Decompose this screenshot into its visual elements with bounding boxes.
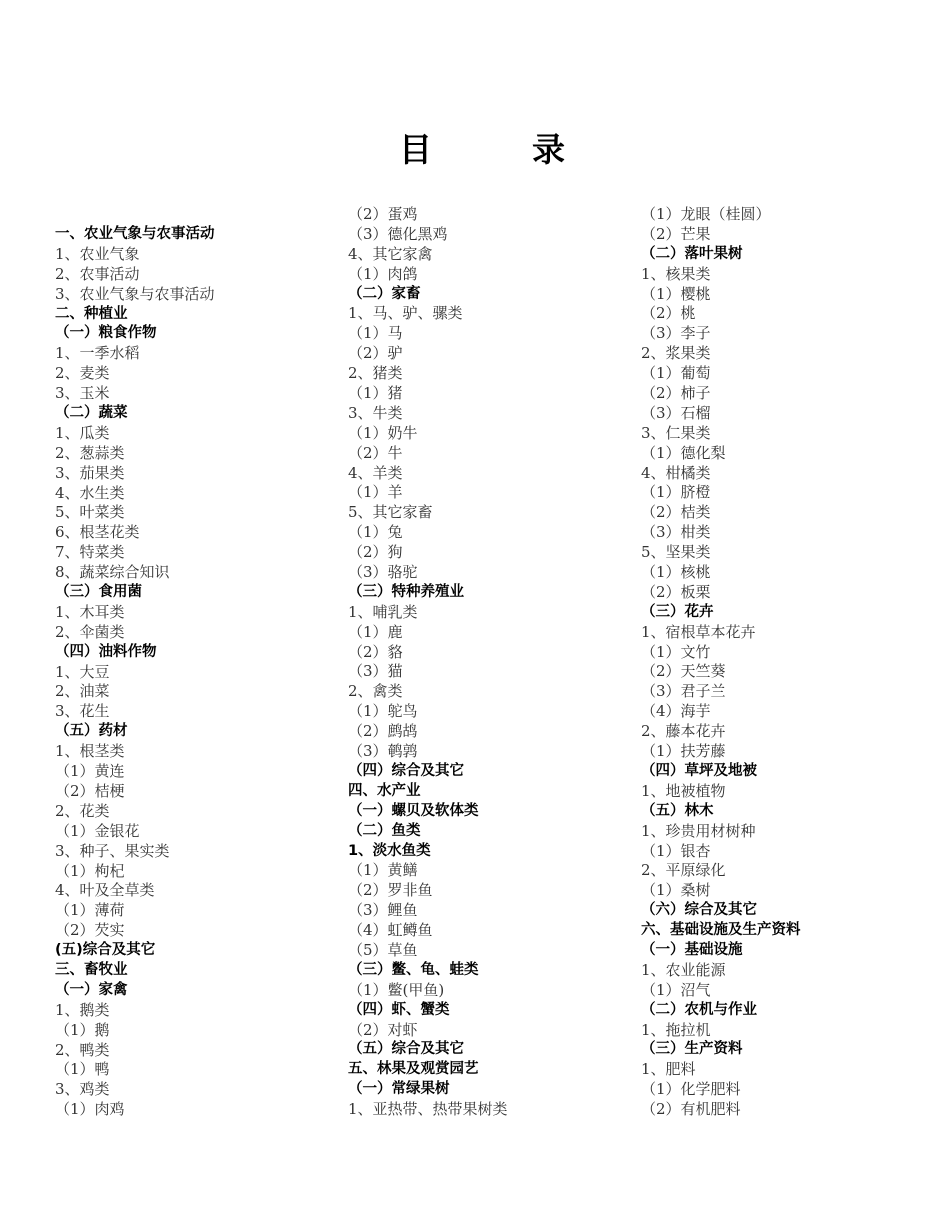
toc-entry[interactable]: （1）扶芳藤 (641, 742, 726, 761)
toc-entry[interactable]: （1）樱桃 (641, 284, 711, 303)
toc-entry[interactable]: （1）金银花 (55, 821, 140, 840)
toc-entry[interactable]: 2、禽类 (348, 682, 403, 701)
toc-entry[interactable]: （1）龙眼（桂圆） (641, 205, 771, 223)
toc-entry[interactable]: （2）蛋鸡 (348, 205, 418, 223)
toc-entry[interactable]: 4、水生类 (55, 483, 125, 502)
page-title (0, 128, 950, 172)
toc-entry[interactable]: 3、鸡类 (55, 1080, 110, 1099)
toc-heading[interactable]: 一、农业气象与农事活动 (55, 226, 215, 242)
toc-entry[interactable]: （2）天竺葵 (641, 662, 726, 681)
toc-entry[interactable]: 1、珍贵用材树种 (641, 821, 756, 840)
toc-entry[interactable]: （1）薄荷 (55, 901, 125, 920)
toc-entry[interactable]: （2）柿子 (641, 384, 711, 403)
toc-heading[interactable]: （三）食用菌 (55, 584, 142, 601)
toc-entry[interactable]: 7、特菜类 (55, 543, 125, 562)
toc-entry[interactable]: （1）沼气 (641, 980, 711, 999)
toc-entry[interactable]: 1、农业气象 (55, 244, 140, 263)
toc-entry[interactable]: 3、茄果类 (55, 463, 125, 482)
toc-entry[interactable]: （2）有机肥料 (641, 1100, 741, 1119)
toc-heading[interactable]: 1、淡水鱼类 (348, 842, 431, 859)
toc-entry[interactable]: （1）银杏 (641, 841, 711, 860)
toc-entry[interactable]: 1、鹅类 (55, 1000, 110, 1019)
toc-heading[interactable]: （四）油料作物 (55, 643, 157, 660)
toc-entry[interactable]: （1）兔 (348, 523, 403, 542)
toc-heading[interactable]: （一）基础设施 (641, 941, 743, 958)
toc-entry[interactable]: （2）芒果 (641, 224, 711, 243)
toc-heading[interactable]: （二）鱼类 (348, 822, 421, 839)
toc-entry[interactable]: 3、牛类 (348, 403, 403, 422)
toc-entry[interactable]: （1）猪 (348, 384, 403, 403)
toc-entry[interactable]: （1）化学肥料 (641, 1080, 741, 1099)
toc-entry[interactable]: （3）柑类 (641, 523, 711, 542)
toc-entry[interactable]: 2、藤本花卉 (641, 722, 726, 741)
title-char-right: 录 (532, 130, 565, 169)
toc-entry[interactable]: （1）肉鸡 (55, 1100, 125, 1119)
toc-entry[interactable]: （1）鸵鸟 (348, 702, 418, 721)
toc-entry[interactable]: 1、哺乳类 (348, 602, 418, 621)
toc-heading[interactable]: 五、林果及观赏园艺 (348, 1061, 479, 1078)
toc-heading[interactable]: （一）常绿果树 (348, 1081, 450, 1098)
toc-entry[interactable]: （1）鹅 (55, 1020, 110, 1039)
toc-entry[interactable]: 2、麦类 (55, 364, 110, 383)
toc-entry[interactable]: 2、油菜 (55, 682, 110, 701)
toc-entry[interactable]: （2）驴 (348, 344, 403, 363)
toc-column-1 (55, 225, 215, 1120)
toc-entry[interactable]: （2）板栗 (641, 582, 711, 601)
toc-entry[interactable]: 5、坚果类 (641, 543, 711, 562)
toc-entry[interactable]: （2）芡实 (55, 921, 125, 940)
toc-entry[interactable]: （2）罗非鱼 (348, 881, 433, 900)
toc-entry[interactable]: （2）鹧鸪 (348, 722, 418, 741)
toc-entry[interactable]: 1、一季水稻 (55, 344, 140, 363)
toc-entry[interactable]: 1、地被植物 (641, 781, 726, 800)
toc-entry[interactable]: （1）桑树 (641, 881, 711, 900)
toc-entry[interactable]: 5、叶菜类 (55, 503, 125, 522)
toc-entry[interactable]: （3）猫 (348, 662, 403, 681)
toc-entry[interactable]: 2、鸭类 (55, 1040, 110, 1059)
toc-entry[interactable]: （1）黄鳝 (348, 861, 418, 880)
toc-entry[interactable]: （4）海芋 (641, 702, 711, 721)
toc-heading[interactable]: 三、畜牧业 (55, 961, 128, 978)
toc-heading[interactable]: （三）花卉 (641, 603, 714, 620)
toc-entry[interactable]: 2、花类 (55, 801, 110, 820)
toc-entry[interactable]: 1、肥料 (641, 1060, 696, 1079)
toc-heading[interactable]: （五）林木 (641, 802, 714, 819)
toc-heading[interactable]: 六、基础设施及生产资料 (641, 922, 801, 939)
toc-entry[interactable]: 1、大豆 (55, 662, 110, 681)
toc-entry[interactable]: 1、根茎类 (55, 742, 125, 761)
toc-entry[interactable]: （2）桃 (641, 304, 696, 323)
toc-entry[interactable]: （1）黄连 (55, 762, 125, 781)
toc-entry[interactable]: 2、浆果类 (641, 344, 711, 363)
toc-entry[interactable]: 2、农事活动 (55, 264, 140, 283)
toc-entry[interactable]: 1、亚热带、热带果树类 (348, 1100, 508, 1119)
toc-entry[interactable]: （1）鹿 (348, 622, 403, 641)
toc-entry[interactable]: （2）对虾 (348, 1020, 418, 1039)
toc-entry[interactable]: （3）骆驼 (348, 563, 418, 582)
toc-entry[interactable]: 1、瓜类 (55, 423, 110, 442)
toc-entry[interactable]: （2）桔梗 (55, 781, 125, 800)
toc-heading[interactable]: (五)综合及其它 (55, 942, 156, 959)
toc-heading[interactable]: （六）综合及其它 (641, 902, 757, 919)
toc-entry[interactable]: （5）草鱼 (348, 940, 418, 959)
toc-entry[interactable]: 2、葱蒜类 (55, 443, 125, 462)
toc-entry[interactable]: （3）鲤鱼 (348, 901, 418, 920)
toc-entry[interactable]: （3）石榴 (641, 403, 711, 422)
toc-entry[interactable]: （1）奶牛 (348, 423, 418, 442)
toc-entry[interactable]: （2）貉 (348, 642, 403, 661)
toc-entry[interactable]: 1、拖拉机 (641, 1020, 711, 1039)
toc-entry[interactable]: （4）虹鳟鱼 (348, 921, 433, 940)
toc-entry[interactable]: 4、其它家禽 (348, 244, 433, 263)
toc-heading[interactable]: （一）家禽 (55, 981, 128, 998)
toc-entry[interactable]: （1）马 (348, 324, 403, 343)
toc-entry[interactable]: （1）肉鸽 (348, 264, 418, 283)
toc-entry[interactable]: （3）李子 (641, 324, 711, 343)
toc-heading[interactable]: （二）家畜 (348, 285, 421, 302)
toc-entry[interactable]: 4、柑橘类 (641, 463, 711, 482)
toc-entry[interactable]: （3）君子兰 (641, 682, 726, 701)
toc-entry[interactable]: 4、叶及全草类 (55, 881, 155, 900)
toc-entry[interactable]: 3、花生 (55, 702, 110, 721)
toc-entry[interactable]: （3）德化黑鸡 (348, 224, 448, 243)
toc-heading[interactable]: （二）蔬菜 (55, 405, 128, 422)
toc-entry[interactable]: （1）羊 (348, 483, 403, 502)
toc-entry[interactable]: 1、农业能源 (641, 960, 726, 979)
toc-heading[interactable]: 二、种植业 (55, 305, 128, 322)
toc-heading[interactable]: （五）综合及其它 (348, 1041, 464, 1058)
toc-entry[interactable]: 1、木耳类 (55, 602, 125, 621)
toc-heading[interactable]: （一）粮食作物 (55, 325, 157, 342)
toc-heading[interactable]: （四）草坪及地被 (641, 762, 757, 779)
toc-entry[interactable]: （1）鳖(甲鱼) (348, 980, 445, 999)
toc-heading[interactable]: 四、水产业 (348, 782, 421, 799)
toc-entry[interactable]: （1）鸭 (55, 1060, 110, 1079)
toc-heading[interactable]: （三）特种养殖业 (348, 583, 464, 600)
toc-entry[interactable]: 2、猪类 (348, 364, 403, 383)
toc-entry[interactable]: （3）鹌鹑 (348, 742, 418, 761)
toc-entry[interactable]: 1、马、驴、骡类 (348, 304, 463, 323)
title-char-left: 目 (399, 130, 432, 169)
toc-heading[interactable]: （三）生产资料 (641, 1041, 743, 1058)
toc-heading[interactable]: （四）综合及其它 (348, 762, 464, 779)
toc-heading[interactable]: （三）鳖、龟、蛙类 (348, 961, 479, 978)
toc-entry[interactable]: 1、宿根草本花卉 (641, 622, 756, 641)
toc-heading[interactable]: （二）农机与作业 (641, 1001, 757, 1018)
toc-entry[interactable]: （1）德化梨 (641, 443, 726, 462)
toc-entry[interactable]: 3、仁果类 (641, 423, 711, 442)
toc-entry[interactable]: 3、种子、果实类 (55, 841, 170, 860)
toc-entry[interactable]: 6、根茎花类 (55, 523, 140, 542)
toc-entry[interactable]: 4、羊类 (348, 463, 403, 482)
toc-heading[interactable]: （二）落叶果树 (641, 245, 743, 262)
toc-entry[interactable]: （1）核桃 (641, 563, 711, 582)
toc-entry[interactable]: （2）牛 (348, 443, 403, 462)
toc-entry[interactable]: 3、农业气象与农事活动 (55, 284, 215, 303)
toc-entry[interactable]: 5、其它家畜 (348, 503, 433, 522)
toc-entry[interactable]: （2）桔类 (641, 503, 711, 522)
toc-entry[interactable]: （1）脐橙 (641, 483, 711, 502)
toc-heading[interactable]: （四）虾、蟹类 (348, 1001, 450, 1018)
toc-heading[interactable]: （五）药材 (55, 723, 128, 740)
toc-entry[interactable]: （2）狗 (348, 543, 403, 562)
toc-column-2 (348, 205, 508, 1120)
toc-entry[interactable]: 8、蔬菜综合知识 (55, 563, 170, 582)
toc-entry[interactable]: （1）文竹 (641, 642, 711, 661)
toc-entry[interactable]: 2、伞菌类 (55, 622, 125, 641)
toc-entry[interactable]: （1）枸杞 (55, 861, 125, 880)
toc-entry[interactable]: 3、玉米 (55, 384, 110, 403)
toc-entry[interactable]: （1）葡萄 (641, 364, 711, 383)
toc-entry[interactable]: 2、平原绿化 (641, 861, 726, 880)
toc-column-3 (641, 205, 801, 1120)
toc-entry[interactable]: 1、核果类 (641, 264, 711, 283)
toc-heading[interactable]: （一）螺贝及软体类 (348, 802, 479, 819)
